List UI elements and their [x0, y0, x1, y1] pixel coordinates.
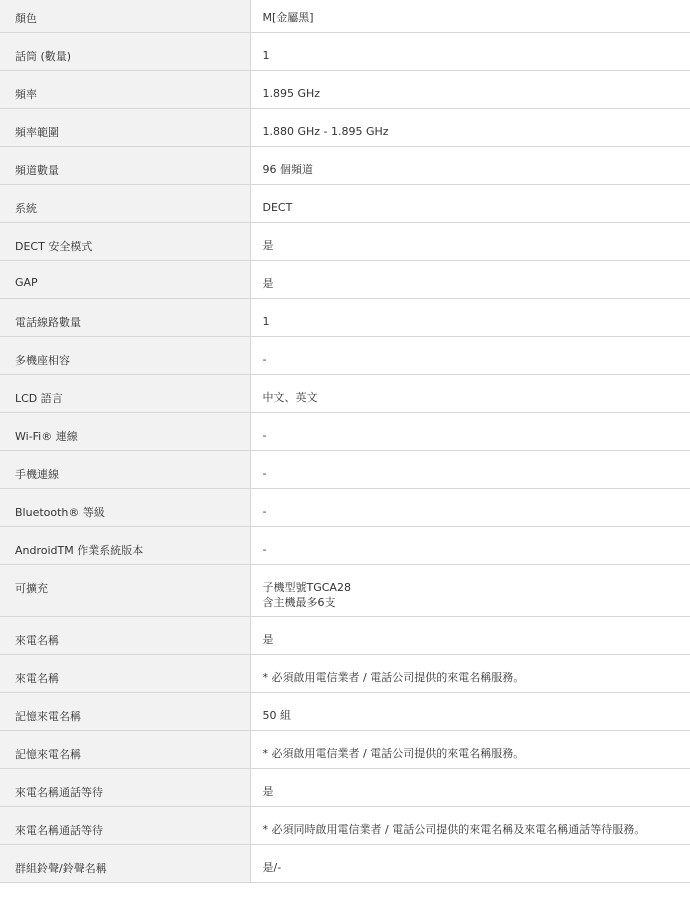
spec-value-line: * 必須同時啟用電信業者 / 電話公司提供的來電名稱及來電名稱通話等待服務。 [262, 823, 646, 836]
spec-label: 來電名稱通話等待 [0, 807, 250, 845]
spec-value-line: 1.895 GHz [262, 87, 321, 100]
spec-label: Wi-Fi® 連線 [0, 413, 250, 451]
spec-row [0, 731, 690, 769]
spec-value [250, 0, 690, 33]
spec-value-line: - [262, 505, 267, 518]
spec-row [0, 337, 690, 375]
spec-label: Bluetooth® 等級 [0, 489, 250, 527]
spec-value [250, 375, 690, 413]
spec-value [250, 527, 690, 565]
spec-label: GAP [0, 261, 250, 299]
spec-value-line: 是 [262, 633, 274, 646]
spec-value [250, 655, 690, 693]
spec-row [0, 807, 690, 845]
spec-value [250, 337, 690, 375]
spec-value-line: DECT [262, 201, 293, 214]
spec-label: 頻率 [0, 71, 250, 109]
spec-label: 頻率範圍 [0, 109, 250, 147]
spec-value-line: 1 [262, 49, 270, 62]
spec-value [250, 617, 690, 655]
spec-value-line: 96 個頻道 [262, 163, 313, 176]
spec-value-line: 子機型號TGCA28 [262, 581, 351, 594]
spec-label: 來電名稱通話等待 [0, 769, 250, 807]
spec-row [0, 845, 690, 883]
spec-row [0, 0, 690, 33]
spec-label: 可擴充 [0, 565, 250, 617]
spec-value [250, 71, 690, 109]
spec-label: LCD 語言 [0, 375, 250, 413]
spec-value [250, 223, 690, 261]
spec-row [0, 527, 690, 565]
spec-value [250, 299, 690, 337]
spec-label: 話筒 (數量) [0, 33, 250, 71]
spec-value-line: - [262, 353, 267, 366]
spec-label: 記憶來電名稱 [0, 731, 250, 769]
spec-row [0, 769, 690, 807]
spec-row [0, 617, 690, 655]
spec-value-line: 是/- [262, 861, 282, 874]
spec-value [250, 261, 690, 299]
spec-label: DECT 安全模式 [0, 223, 250, 261]
spec-value [250, 565, 690, 617]
spec-label: 群組鈴聲/鈴聲名稱 [0, 845, 250, 883]
spec-row [0, 565, 690, 617]
spec-row [0, 299, 690, 337]
spec-row [0, 413, 690, 451]
spec-row [0, 655, 690, 693]
spec-label: 來電名稱 [0, 655, 250, 693]
spec-row [0, 375, 690, 413]
spec-value [250, 147, 690, 185]
spec-label: 電話線路數量 [0, 299, 250, 337]
spec-value-line: * 必須啟用電信業者 / 電話公司提供的來電名稱服務。 [262, 747, 525, 760]
spec-value [250, 731, 690, 769]
spec-label: 記憶來電名稱 [0, 693, 250, 731]
spec-value-line: - [262, 429, 267, 442]
spec-label: 手機連線 [0, 451, 250, 489]
spec-value [250, 693, 690, 731]
spec-row [0, 109, 690, 147]
spec-value-line: * 必須啟用電信業者 / 電話公司提供的來電名稱服務。 [262, 671, 525, 684]
spec-value [250, 451, 690, 489]
spec-label: AndroidTM 作業系統版本 [0, 527, 250, 565]
spec-value-line: 1.880 GHz - 1.895 GHz [262, 125, 389, 138]
spec-value [250, 109, 690, 147]
spec-value-line: 是 [262, 785, 274, 798]
spec-value [250, 413, 690, 451]
spec-value-line: 是 [262, 277, 274, 290]
spec-value [250, 185, 690, 223]
spec-value-line: M[金屬黑] [262, 11, 314, 24]
spec-value-line: 中文、英文 [262, 391, 318, 404]
spec-row [0, 71, 690, 109]
spec-label: 顏色 [0, 0, 250, 33]
spec-row [0, 185, 690, 223]
spec-value-line: 50 組 [262, 709, 291, 722]
spec-label: 系統 [0, 185, 250, 223]
spec-label: 多機座相容 [0, 337, 250, 375]
spec-value-line: 1 [262, 315, 270, 328]
spec-value-line: 含主機最多6支 [262, 596, 336, 609]
spec-label: 來電名稱 [0, 617, 250, 655]
spec-value [250, 807, 690, 845]
spec-value-line: - [262, 467, 267, 480]
spec-row [0, 489, 690, 527]
spec-value [250, 33, 690, 71]
spec-row [0, 223, 690, 261]
spec-row [0, 451, 690, 489]
spec-row [0, 261, 690, 299]
spec-value-line: - [262, 543, 267, 556]
spec-value [250, 845, 690, 883]
spec-row [0, 147, 690, 185]
spec-value [250, 769, 690, 807]
spec-value-line: 是 [262, 239, 274, 252]
spec-row [0, 33, 690, 71]
spec-row [0, 693, 690, 731]
spec-label: 頻道數量 [0, 147, 250, 185]
spec-value [250, 489, 690, 527]
